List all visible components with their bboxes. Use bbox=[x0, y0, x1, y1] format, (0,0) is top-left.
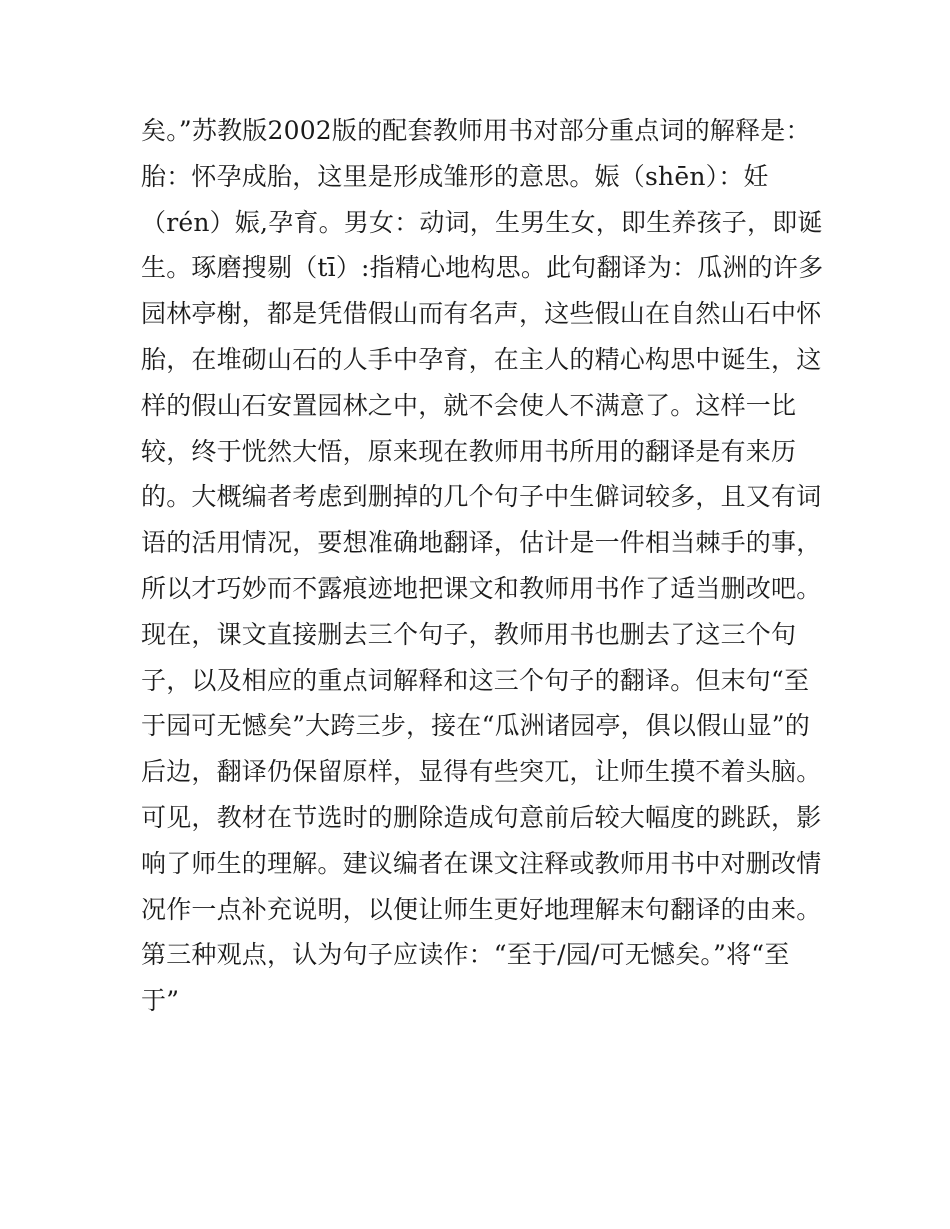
text-line-3: （rén）娠,孕育。男女：动词，生男生女，即生养孩子，即诞 bbox=[141, 207, 823, 237]
text-line-16: 可见，教材在节选时的删除造成句意前后较大幅度的跳跃，影 bbox=[141, 802, 822, 832]
text-line-20: 于” bbox=[141, 986, 180, 1016]
text-line-1: 矣。”苏教版2002版的配套教师用书对部分重点词的解释是： bbox=[141, 116, 811, 145]
text-line-4: 生。琢磨搜剔（tī）:指精心地构思。此句翻译为：瓜洲的许多 bbox=[141, 253, 824, 283]
text-line-19: 第三种观点，认为句子应读作：“至于/园/可无憾矣。”将“至 bbox=[141, 940, 790, 970]
text-line-18: 况作一点补充说明，以便让师生更好地理解末句翻译的由来。 bbox=[141, 894, 822, 924]
text-line-5: 园林亭榭，都是凭借假山而有名声，这些假山在自然山石中怀 bbox=[141, 299, 822, 329]
text-line-6: 胎，在堆砌山石的人手中孕育，在主人的精心构思中诞生，这 bbox=[141, 344, 822, 374]
text-line-9: 的。大概编者考虑到删掉的几个句子中生僻词较多，且又有词 bbox=[141, 482, 822, 512]
text-line-13: 子，以及相应的重点词解释和这三个句子的翻译。但末句“至 bbox=[141, 665, 810, 695]
text-line-17: 响了师生的理解。建议编者在课文注释或教师用书中对删改情 bbox=[141, 848, 822, 878]
text-line-15: 后边，翻译仍保留原样，显得有些突兀，让师生摸不着头脑。 bbox=[141, 757, 822, 787]
text-line-7: 样的假山石安置园林之中，就不会使人不满意了。这样一比 bbox=[141, 390, 797, 420]
text-line-8: 较，终于恍然大悟，原来现在教师用书所用的翻译是有来历 bbox=[141, 436, 797, 466]
text-line-11: 所以才巧妙而不露痕迹地把课文和教师用书作了适当删改吧。 bbox=[141, 573, 822, 603]
text-line-12: 现在，课文直接删去三个句子，教师用书也删去了这三个句 bbox=[141, 619, 797, 649]
text-line-10: 语的活用情况，要想准确地翻译，估计是一件相当棘手的事， bbox=[141, 528, 822, 558]
body-text bbox=[141, 108, 824, 1024]
text-line-14: 于园可无憾矣”大跨三步，接在“瓜洲诸园亭，俱以假山显”的 bbox=[141, 711, 810, 741]
text-line-2: 胎：怀孕成胎，这里是形成雏形的意思。娠（shēn）：妊 bbox=[141, 161, 769, 191]
